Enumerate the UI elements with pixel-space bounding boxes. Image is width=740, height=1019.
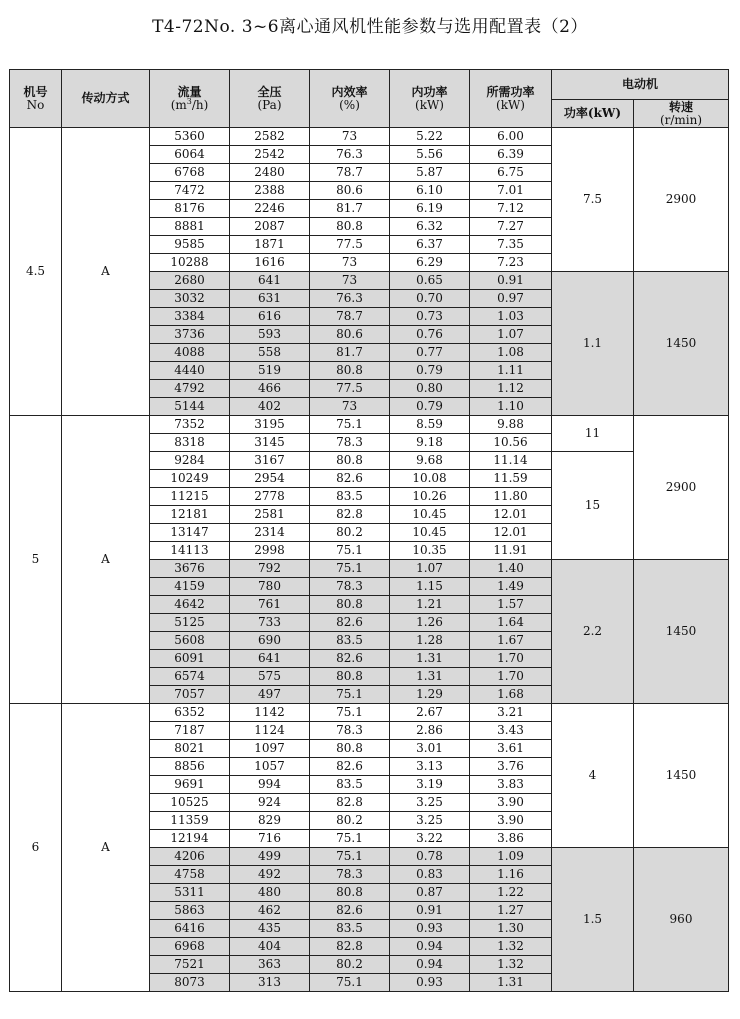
cell-flow: 6968 [150, 938, 230, 956]
cell-pressure: 3167 [230, 452, 310, 470]
cell-pressure: 558 [230, 344, 310, 362]
cell-flow: 4440 [150, 362, 230, 380]
cell-flow: 4088 [150, 344, 230, 362]
cell-req-power: 3.61 [470, 740, 552, 758]
cell-efficiency: 73 [310, 128, 390, 146]
cell-inner-power: 9.68 [390, 452, 470, 470]
cell-motor-speed: 1450 [634, 560, 729, 704]
cell-flow: 9284 [150, 452, 230, 470]
cell-flow: 12194 [150, 830, 230, 848]
cell-motor-speed: 2900 [634, 128, 729, 272]
flow-unit-post: /h) [191, 97, 209, 112]
cell-efficiency: 75.1 [310, 848, 390, 866]
cell-inner-power: 5.87 [390, 164, 470, 182]
cell-pressure: 519 [230, 362, 310, 380]
cell-efficiency: 80.6 [310, 182, 390, 200]
cell-inner-power: 1.28 [390, 632, 470, 650]
cell-req-power: 1.27 [470, 902, 552, 920]
cell-efficiency: 80.8 [310, 668, 390, 686]
col-header-flow-label: 流量 [177, 84, 202, 99]
cell-inner-power: 0.91 [390, 902, 470, 920]
cell-pressure: 2087 [230, 218, 310, 236]
table-row [10, 416, 729, 434]
cell-efficiency: 78.3 [310, 722, 390, 740]
cell-pressure: 1142 [230, 704, 310, 722]
cell-req-power: 1.70 [470, 650, 552, 668]
col-header-drive: 传动方式 [62, 70, 150, 128]
cell-pressure: 2778 [230, 488, 310, 506]
cell-flow: 6352 [150, 704, 230, 722]
cell-inner-power: 6.29 [390, 254, 470, 272]
cell-inner-power: 0.87 [390, 884, 470, 902]
cell-efficiency: 83.5 [310, 776, 390, 794]
cell-req-power: 0.91 [470, 272, 552, 290]
cell-req-power: 1.49 [470, 578, 552, 596]
cell-pressure: 2582 [230, 128, 310, 146]
cell-efficiency: 73 [310, 398, 390, 416]
cell-pressure: 363 [230, 956, 310, 974]
cell-fan-no: 5 [10, 416, 62, 704]
col-header-speed [634, 100, 729, 128]
cell-efficiency: 78.7 [310, 164, 390, 182]
cell-req-power: 1.68 [470, 686, 552, 704]
cell-efficiency: 76.3 [310, 146, 390, 164]
col-header-no-label: 机号 [23, 84, 48, 99]
cell-efficiency: 80.2 [310, 812, 390, 830]
col-header-speed-unit: (r/min) [659, 112, 703, 127]
cell-pressure: 497 [230, 686, 310, 704]
cell-motor-speed: 960 [634, 848, 729, 992]
cell-efficiency: 81.7 [310, 200, 390, 218]
cell-flow: 8881 [150, 218, 230, 236]
col-header-no-sub: No [26, 97, 45, 112]
col-header-req-power [470, 70, 552, 128]
cell-inner-power: 6.32 [390, 218, 470, 236]
cell-efficiency: 78.3 [310, 434, 390, 452]
cell-req-power: 11.80 [470, 488, 552, 506]
cell-req-power: 1.40 [470, 560, 552, 578]
cell-flow: 6416 [150, 920, 230, 938]
cell-flow: 7352 [150, 416, 230, 434]
cell-efficiency: 82.6 [310, 470, 390, 488]
cell-motor-power: 4 [552, 704, 634, 848]
cell-efficiency: 75.1 [310, 830, 390, 848]
cell-req-power: 1.30 [470, 920, 552, 938]
cell-inner-power: 3.25 [390, 812, 470, 830]
cell-efficiency: 78.3 [310, 578, 390, 596]
cell-inner-power: 3.19 [390, 776, 470, 794]
cell-pressure: 780 [230, 578, 310, 596]
col-header-req-power-unit: (kW) [496, 97, 525, 112]
cell-inner-power: 3.25 [390, 794, 470, 812]
cell-efficiency: 80.6 [310, 326, 390, 344]
cell-flow: 10525 [150, 794, 230, 812]
cell-inner-power: 1.26 [390, 614, 470, 632]
cell-pressure: 1124 [230, 722, 310, 740]
cell-flow: 6768 [150, 164, 230, 182]
cell-drive-type: A [62, 704, 150, 992]
cell-pressure: 593 [230, 326, 310, 344]
page-title: T4-72No. 3~6离心通风机性能参数与选用配置表（2） [152, 17, 588, 37]
cell-efficiency: 82.6 [310, 650, 390, 668]
cell-pressure: 3195 [230, 416, 310, 434]
cell-efficiency: 73 [310, 254, 390, 272]
cell-efficiency: 73 [310, 272, 390, 290]
cell-flow: 4159 [150, 578, 230, 596]
cell-efficiency: 75.1 [310, 686, 390, 704]
cell-req-power: 1.64 [470, 614, 552, 632]
cell-flow: 8073 [150, 974, 230, 992]
cell-req-power: 0.97 [470, 290, 552, 308]
cell-flow: 11215 [150, 488, 230, 506]
cell-pressure: 462 [230, 902, 310, 920]
cell-flow: 5360 [150, 128, 230, 146]
cell-flow: 6091 [150, 650, 230, 668]
cell-efficiency: 82.6 [310, 902, 390, 920]
cell-efficiency: 80.8 [310, 596, 390, 614]
cell-efficiency: 76.3 [310, 290, 390, 308]
cell-inner-power: 0.73 [390, 308, 470, 326]
col-header-speed-label: 转速 [669, 99, 694, 114]
cell-inner-power: 1.21 [390, 596, 470, 614]
cell-pressure: 1616 [230, 254, 310, 272]
cell-flow: 4206 [150, 848, 230, 866]
cell-req-power: 7.23 [470, 254, 552, 272]
cell-inner-power: 6.37 [390, 236, 470, 254]
cell-req-power: 3.86 [470, 830, 552, 848]
cell-req-power: 1.22 [470, 884, 552, 902]
cell-inner-power: 10.45 [390, 524, 470, 542]
cell-req-power: 1.31 [470, 974, 552, 992]
cell-efficiency: 82.6 [310, 614, 390, 632]
cell-flow: 2680 [150, 272, 230, 290]
col-header-no [10, 70, 62, 128]
cell-motor-power: 15 [552, 452, 634, 560]
cell-pressure: 435 [230, 920, 310, 938]
cell-req-power: 7.27 [470, 218, 552, 236]
cell-flow: 3032 [150, 290, 230, 308]
cell-inner-power: 0.65 [390, 272, 470, 290]
cell-req-power: 3.43 [470, 722, 552, 740]
cell-efficiency: 82.8 [310, 794, 390, 812]
cell-pressure: 792 [230, 560, 310, 578]
cell-req-power: 1.07 [470, 326, 552, 344]
cell-req-power: 10.56 [470, 434, 552, 452]
cell-flow: 8856 [150, 758, 230, 776]
cell-pressure: 466 [230, 380, 310, 398]
cell-efficiency: 80.8 [310, 740, 390, 758]
cell-req-power: 7.12 [470, 200, 552, 218]
cell-pressure: 2954 [230, 470, 310, 488]
cell-inner-power: 0.78 [390, 848, 470, 866]
cell-motor-power: 1.1 [552, 272, 634, 416]
cell-motor-speed: 1450 [634, 704, 729, 848]
cell-req-power: 12.01 [470, 524, 552, 542]
cell-flow: 3384 [150, 308, 230, 326]
cell-flow: 9691 [150, 776, 230, 794]
cell-req-power: 7.01 [470, 182, 552, 200]
cell-flow: 4758 [150, 866, 230, 884]
cell-flow: 8176 [150, 200, 230, 218]
cell-inner-power: 1.31 [390, 668, 470, 686]
cell-pressure: 1057 [230, 758, 310, 776]
cell-inner-power: 10.45 [390, 506, 470, 524]
cell-inner-power: 2.67 [390, 704, 470, 722]
col-header-efficiency-unit: (%) [339, 97, 360, 112]
cell-efficiency: 81.7 [310, 344, 390, 362]
cell-flow: 13147 [150, 524, 230, 542]
cell-req-power: 3.83 [470, 776, 552, 794]
cell-efficiency: 83.5 [310, 488, 390, 506]
col-header-inner-power-unit: (kW) [415, 97, 444, 112]
cell-req-power: 1.08 [470, 344, 552, 362]
cell-efficiency: 78.3 [310, 866, 390, 884]
cell-req-power: 1.11 [470, 362, 552, 380]
cell-flow: 10288 [150, 254, 230, 272]
cell-flow: 7187 [150, 722, 230, 740]
cell-inner-power: 5.56 [390, 146, 470, 164]
cell-pressure: 994 [230, 776, 310, 794]
cell-flow: 5125 [150, 614, 230, 632]
cell-drive-type: A [62, 128, 150, 416]
cell-efficiency: 75.1 [310, 704, 390, 722]
col-header-efficiency [310, 70, 390, 128]
cell-efficiency: 80.8 [310, 362, 390, 380]
cell-req-power: 3.21 [470, 704, 552, 722]
cell-efficiency: 75.1 [310, 974, 390, 992]
cell-req-power: 9.88 [470, 416, 552, 434]
cell-req-power: 11.59 [470, 470, 552, 488]
col-header-flow-unit [150, 96, 229, 112]
cell-pressure: 733 [230, 614, 310, 632]
cell-motor-power: 7.5 [552, 128, 634, 272]
cell-efficiency: 83.5 [310, 920, 390, 938]
cell-flow: 3736 [150, 326, 230, 344]
cell-efficiency: 82.8 [310, 506, 390, 524]
cell-inner-power: 0.93 [390, 920, 470, 938]
cell-pressure: 2542 [230, 146, 310, 164]
cell-inner-power: 0.70 [390, 290, 470, 308]
cell-req-power: 1.67 [470, 632, 552, 650]
cell-motor-speed: 1450 [634, 272, 729, 416]
cell-pressure: 1097 [230, 740, 310, 758]
cell-flow: 7521 [150, 956, 230, 974]
cell-flow: 12181 [150, 506, 230, 524]
cell-efficiency: 78.7 [310, 308, 390, 326]
cell-pressure: 2388 [230, 182, 310, 200]
cell-pressure: 480 [230, 884, 310, 902]
col-header-inner-power [390, 70, 470, 128]
cell-efficiency: 82.6 [310, 758, 390, 776]
cell-flow: 7472 [150, 182, 230, 200]
cell-pressure: 2581 [230, 506, 310, 524]
cell-pressure: 2314 [230, 524, 310, 542]
cell-pressure: 313 [230, 974, 310, 992]
cell-pressure: 404 [230, 938, 310, 956]
cell-req-power: 1.32 [470, 938, 552, 956]
cell-efficiency: 80.8 [310, 218, 390, 236]
cell-inner-power: 1.15 [390, 578, 470, 596]
cell-req-power: 3.90 [470, 812, 552, 830]
cell-pressure: 2998 [230, 542, 310, 560]
cell-req-power: 1.03 [470, 308, 552, 326]
cell-motor-power: 2.2 [552, 560, 634, 704]
cell-req-power: 1.16 [470, 866, 552, 884]
cell-flow: 10249 [150, 470, 230, 488]
col-header-pressure-label: 全压 [257, 84, 282, 99]
cell-pressure: 575 [230, 668, 310, 686]
cell-efficiency: 77.5 [310, 380, 390, 398]
cell-motor-power: 11 [552, 416, 634, 452]
cell-efficiency: 75.1 [310, 416, 390, 434]
cell-efficiency: 77.5 [310, 236, 390, 254]
cell-inner-power: 1.07 [390, 560, 470, 578]
cell-pressure: 616 [230, 308, 310, 326]
cell-req-power: 1.10 [470, 398, 552, 416]
cell-pressure: 761 [230, 596, 310, 614]
cell-inner-power: 0.94 [390, 956, 470, 974]
cell-efficiency: 80.8 [310, 452, 390, 470]
cell-req-power: 1.12 [470, 380, 552, 398]
cell-pressure: 2246 [230, 200, 310, 218]
cell-req-power: 1.57 [470, 596, 552, 614]
table-row [10, 704, 729, 722]
cell-inner-power: 10.35 [390, 542, 470, 560]
cell-pressure: 3145 [230, 434, 310, 452]
cell-flow: 5311 [150, 884, 230, 902]
cell-flow: 7057 [150, 686, 230, 704]
col-header-inner-power-label: 内功率 [411, 84, 448, 99]
col-header-pressure [230, 70, 310, 128]
table-row [10, 128, 729, 146]
cell-fan-no: 4.5 [10, 128, 62, 416]
cell-pressure: 499 [230, 848, 310, 866]
cell-inner-power: 3.13 [390, 758, 470, 776]
cell-req-power: 6.39 [470, 146, 552, 164]
cell-fan-no: 6 [10, 704, 62, 992]
cell-pressure: 631 [230, 290, 310, 308]
col-header-efficiency-label: 内效率 [331, 84, 368, 99]
cell-req-power: 1.32 [470, 956, 552, 974]
cell-inner-power: 0.80 [390, 380, 470, 398]
cell-flow: 6574 [150, 668, 230, 686]
table-body [10, 128, 729, 992]
col-header-motor: 电动机 [552, 70, 729, 100]
cell-inner-power: 6.10 [390, 182, 470, 200]
cell-pressure: 924 [230, 794, 310, 812]
cell-efficiency: 75.1 [310, 560, 390, 578]
cell-req-power: 12.01 [470, 506, 552, 524]
cell-inner-power: 3.22 [390, 830, 470, 848]
cell-inner-power: 2.86 [390, 722, 470, 740]
cell-pressure: 402 [230, 398, 310, 416]
cell-efficiency: 75.1 [310, 542, 390, 560]
cell-efficiency: 82.8 [310, 938, 390, 956]
flow-unit-sup: 3 [186, 96, 192, 106]
cell-inner-power: 10.08 [390, 470, 470, 488]
cell-pressure: 829 [230, 812, 310, 830]
cell-flow: 5863 [150, 902, 230, 920]
cell-inner-power: 0.79 [390, 362, 470, 380]
cell-inner-power: 0.94 [390, 938, 470, 956]
cell-pressure: 716 [230, 830, 310, 848]
cell-efficiency: 80.2 [310, 524, 390, 542]
cell-flow: 8318 [150, 434, 230, 452]
cell-flow: 8021 [150, 740, 230, 758]
cell-pressure: 492 [230, 866, 310, 884]
cell-pressure: 641 [230, 650, 310, 668]
cell-flow: 5608 [150, 632, 230, 650]
cell-inner-power: 10.26 [390, 488, 470, 506]
cell-efficiency: 80.2 [310, 956, 390, 974]
cell-req-power: 11.91 [470, 542, 552, 560]
cell-flow: 9585 [150, 236, 230, 254]
col-header-pressure-unit: (Pa) [257, 97, 282, 112]
cell-drive-type: A [62, 416, 150, 704]
flow-unit-pre: (m [170, 97, 187, 112]
cell-inner-power: 8.59 [390, 416, 470, 434]
cell-flow: 14113 [150, 542, 230, 560]
cell-flow: 11359 [150, 812, 230, 830]
cell-inner-power: 0.76 [390, 326, 470, 344]
cell-inner-power: 0.93 [390, 974, 470, 992]
cell-req-power: 6.75 [470, 164, 552, 182]
cell-req-power: 3.90 [470, 794, 552, 812]
cell-pressure: 1871 [230, 236, 310, 254]
cell-req-power: 11.14 [470, 452, 552, 470]
cell-motor-speed: 2900 [634, 416, 729, 560]
cell-efficiency: 83.5 [310, 632, 390, 650]
cell-inner-power: 0.79 [390, 398, 470, 416]
cell-req-power: 1.70 [470, 668, 552, 686]
cell-req-power: 3.76 [470, 758, 552, 776]
cell-inner-power: 1.29 [390, 686, 470, 704]
cell-flow: 3676 [150, 560, 230, 578]
cell-inner-power: 3.01 [390, 740, 470, 758]
cell-req-power: 6.00 [470, 128, 552, 146]
cell-flow: 4642 [150, 596, 230, 614]
col-header-req-power-label: 所需功率 [486, 84, 535, 99]
cell-flow: 6064 [150, 146, 230, 164]
cell-req-power: 1.09 [470, 848, 552, 866]
cell-flow: 5144 [150, 398, 230, 416]
cell-inner-power: 9.18 [390, 434, 470, 452]
cell-inner-power: 1.31 [390, 650, 470, 668]
performance-table [9, 69, 729, 992]
cell-pressure: 641 [230, 272, 310, 290]
cell-inner-power: 0.77 [390, 344, 470, 362]
cell-pressure: 2480 [230, 164, 310, 182]
cell-inner-power: 5.22 [390, 128, 470, 146]
cell-motor-power: 1.5 [552, 848, 634, 992]
col-header-motor-power: 功率(kW) [552, 100, 634, 128]
cell-pressure: 690 [230, 632, 310, 650]
cell-efficiency: 80.8 [310, 884, 390, 902]
cell-inner-power: 0.83 [390, 866, 470, 884]
cell-req-power: 7.35 [470, 236, 552, 254]
col-header-flow [150, 70, 230, 128]
cell-inner-power: 6.19 [390, 200, 470, 218]
cell-flow: 4792 [150, 380, 230, 398]
